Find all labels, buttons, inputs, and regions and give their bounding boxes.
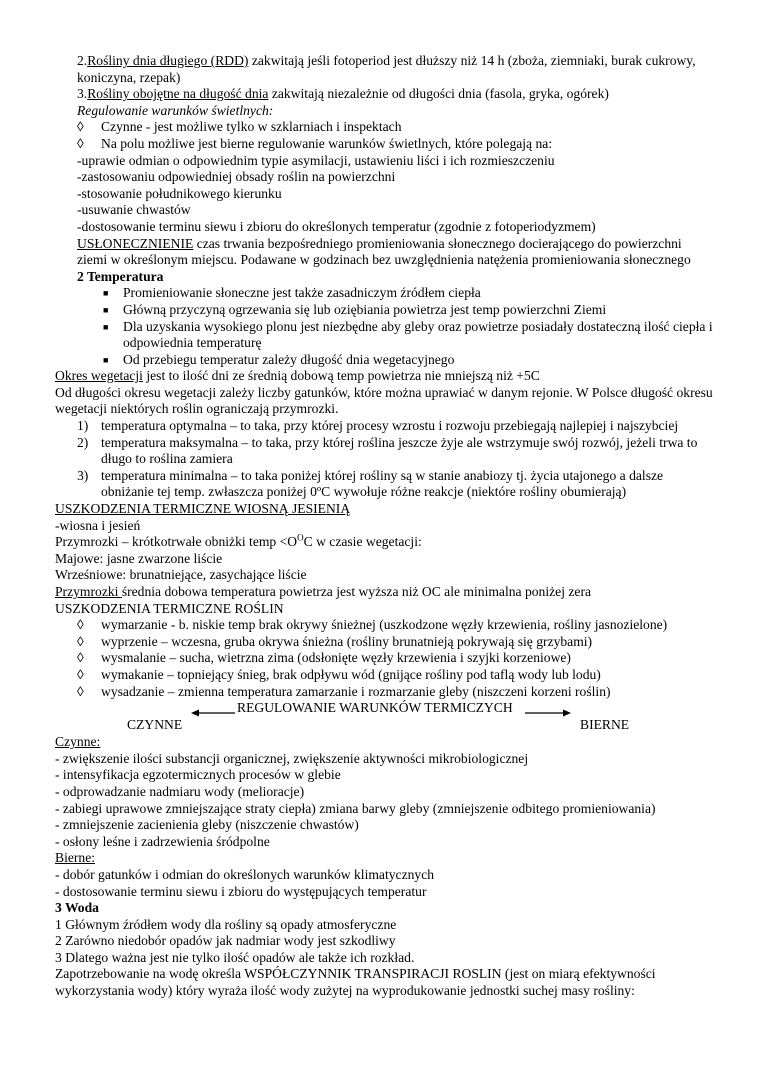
rdd-paragraph [55,53,715,86]
light-bullet: ◊ Na polu możliwe jest bierne regulowanie warunków świetlnych, które polegają na: [77,135,553,151]
water-item: 1 Głównym źródłem wody dla rośliny są opady atmosferyczne [55,916,397,932]
diamond-bullet-icon: ◊ [77,650,84,666]
light-item: -zastosowaniu odpowiedniej obsady roślin na powierzchni [77,169,396,185]
diagram-center-label: REGULOWANIE WARUNKÓW TERMICZYCH [237,700,513,716]
right-arrowhead-icon [563,710,571,717]
regulation-diagram [55,700,715,734]
light-regulation-heading: Regulowanie warunków świetlnych: [77,102,274,118]
temperature-list-item: 2) temperatura maksymalna – to taka, przy której roślina jeszcze żyje ale wstrzymuje swój rozwój, jeżeli trwa to długo to roślina zamiera [77,434,698,467]
square-bullet-icon: ■ [103,354,109,365]
active-item: - zabiegi uprawowe zmniejszające straty ciepła) zmiana barwy gleby (zmniejszenie odbitego promieniowania) [55,800,656,816]
diamond-bullet-icon: ◊ [77,633,84,649]
temperature-heading: 2 Temperatura [77,268,164,284]
okres-term: Okres wegetacji [55,368,143,384]
diamond-bullet-icon: ◊ [77,666,84,682]
diamond-bullet-icon: ◊ [77,683,84,699]
temp-bullet: ■ Dla uzyskania wysokiego plonu jest niezbędne aby gleby oraz powietrze posiadały dostateczną ilość ciepła i odpowiednia temperaturę [103,318,713,351]
temp-bullet: ■ Od przebiegu temperatur zależy długość dnia wegetacyjnego [103,351,455,367]
water-item: 3 Dlatego ważna jest nie tylko ilość opadów ale także ich rozkład. [55,949,415,965]
neutral-number: 3. [77,86,88,102]
rdd-term: Rośliny dnia długiego (RDD) [87,53,249,68]
rdd-number: 2. [77,53,88,68]
square-bullet-icon: ■ [103,304,109,315]
september-frost-line: Wrześniowe: brunatniejące, zasychające liście [55,567,307,583]
damage-bullet: ◊ wysmalanie – sucha, wietrzna zima (odsłonięte węzły krzewienia i szyjki korzeniowe) [77,650,571,666]
active-item: - odprowadzanie nadmiaru wody (melioracje) [55,783,305,799]
may-frost-line: Majowe: jasne zwarzone liście [55,550,223,566]
neutral-term: Rośliny obojętne na długość dnia [87,86,269,102]
temp-bullet: ■ Główną przyczyną ogrzewania się lub oziębiania powietrza jest temp powierzchni Ziemi [103,301,607,317]
temperature-list-item: 1) temperatura optymalna – to taka, przy której procesy wzrostu i rozwoju przebiegają najlepiej i najszybciej [77,418,679,434]
neutral-paragraph [55,86,715,103]
passive-heading: Bierne: [55,850,96,866]
diamond-bullet-icon: ◊ [77,119,84,135]
light-item: -uprawie odmian o odpowiednim typie asymilacji, ustawieniu liści i ich rozmieszczeniu [77,152,555,168]
water-heading: 3 Woda [55,900,99,916]
diamond-bullet-icon: ◊ [77,617,84,633]
active-heading: Czynne: [55,734,101,750]
frost-line: Przymrozki – krótkotrwałe obniżki temp $<O^OC$ w czasie wegetacji: [55,532,422,550]
diagram-left-label: CZYNNE [127,717,183,733]
frost-definition: Przymrozki średnia dobowa temperatura powietrza jest wyższa niż OC ale minimalna poniżej zera [55,584,591,599]
okres-paragraph: Okres wegetacji jest to ilość dni ze średnią dobową temp powietrza nie mniejszą niż +5C [55,368,540,384]
diamond-bullet-icon: ◊ [77,135,84,151]
uslonecznienie-paragraph: USŁONECZNIENIE czas trwania bezpośredniego promieniowania słonecznego docierającego do powierzchni ziemi w określonym miejscu. Podawane w godzinach bez uwzględnienia natężenia promieniowania słonecznego [77,235,691,268]
rdd-text: zakwitają jeśli fotoperiod jest dłuższy niż 14 h (zboża, ziemniaki, burak cukrowy, koniczyna, rzepak) [77,53,696,85]
active-item: - osłony leśne i zadrzewienia śródpolne [55,833,270,849]
neutral-text: zakwitają niezależnie od długości dnia (fasola, gryka, ogórek) [268,86,609,102]
damage-bullet: ◊ wysadzanie – zmienna temperatura zamarzanie i rozmarzanie gleby (niszczeni korzeni roślin) [77,683,611,699]
light-bullet: ◊ Czynne - jest możliwe tylko w szklarniach i inspektach [77,119,402,135]
thermal-damage-heading: USZKODZENIA TERMICZNE WIOSNĄ JESIENIĄ [55,501,351,517]
temperature-list-item: 3) temperatura minimalna – to taka poniżej której rośliny są w stanie anabiozy tj. życia utajonego a dalsze obniżanie tej temp. zwłaszcza poniżej 0ºC wywołuje różne reakcje (niektóre rośliny obumierają) [77,467,664,500]
damage-bullet: ◊ wymarzanie - b. niskie temp brak okrywy śnieżnej (uszkodzone węzły krzewienia, rośliny jasnozielone) [77,617,668,633]
plant-damage-heading: USZKODZENIA TERMICZNE ROŚLIN [55,600,284,616]
transpiration-paragraph: Zapotrzebowanie na wodę określa WSPÓŁCZYNNIK TRANSPIRACJI ROSLIN (jest on miarą efektywności wykorzystania wody) który wyraża ilość wody zużytej na wyprodukowanie jednostki suchej masy rośliny: [55,966,656,999]
diagram-right-label: BIERNE [580,717,630,733]
spring-autumn-line: -wiosna i jesień [55,517,141,533]
light-item: -stosowanie południkowego kierunku [77,185,282,201]
uslonecznienie-term: USŁONECZNIENIE [77,235,194,251]
frost-term: Przymrozki [55,584,122,599]
active-item: - zwiększenie ilości substancji organicznej, zwiększenie aktywności mikrobiologicznej [55,750,529,766]
passive-item: - dobór gatunków i odmian do określonych warunków klimatycznych [55,866,435,882]
light-item: -dostosowanie terminu siewu i zbioru do określonych temperatur (zgodnie z fotoperiodyzmem) [77,218,596,234]
passive-item: - dostosowanie terminu siewu i zbioru do występujących temperatur [55,883,427,899]
damage-bullet: ◊ wyprzenie – wczesna, gruba okrywa śnieżna (rośliny brunatnieją pokrywają się grzybami) [77,633,593,649]
active-item: - zmniejszenie zacienienia gleby (niszczenie chwastów) [55,817,359,833]
water-item: 2 Zarówno niedobór opadów jak nadmiar wody jest szkodliwy [55,933,396,949]
temp-bullet: ■ Promieniowanie słoneczne jest także zasadniczym źródłem ciepła [103,285,481,301]
damage-bullet: ◊ wymakanie – topniejący śnieg, brak odpływu wód (gnijące rośliny pod taflą wody lub lodu) [77,666,601,682]
left-arrowhead-icon [191,710,199,717]
active-item: - intensyfikacja egzotermicznych procesów w glebie [55,767,341,783]
square-bullet-icon: ■ [103,321,109,332]
square-bullet-icon: ■ [103,288,109,299]
document-page [55,53,715,1000]
okres-description: Od długości okresu wegetacji zależy liczby gatunków, które można uprawiać w danym rejonie. W Polsce długość okresu wegetacji niektórych roślin ograniczają przymrozki. [55,384,713,417]
light-item: -usuwanie chwastów [77,202,191,218]
